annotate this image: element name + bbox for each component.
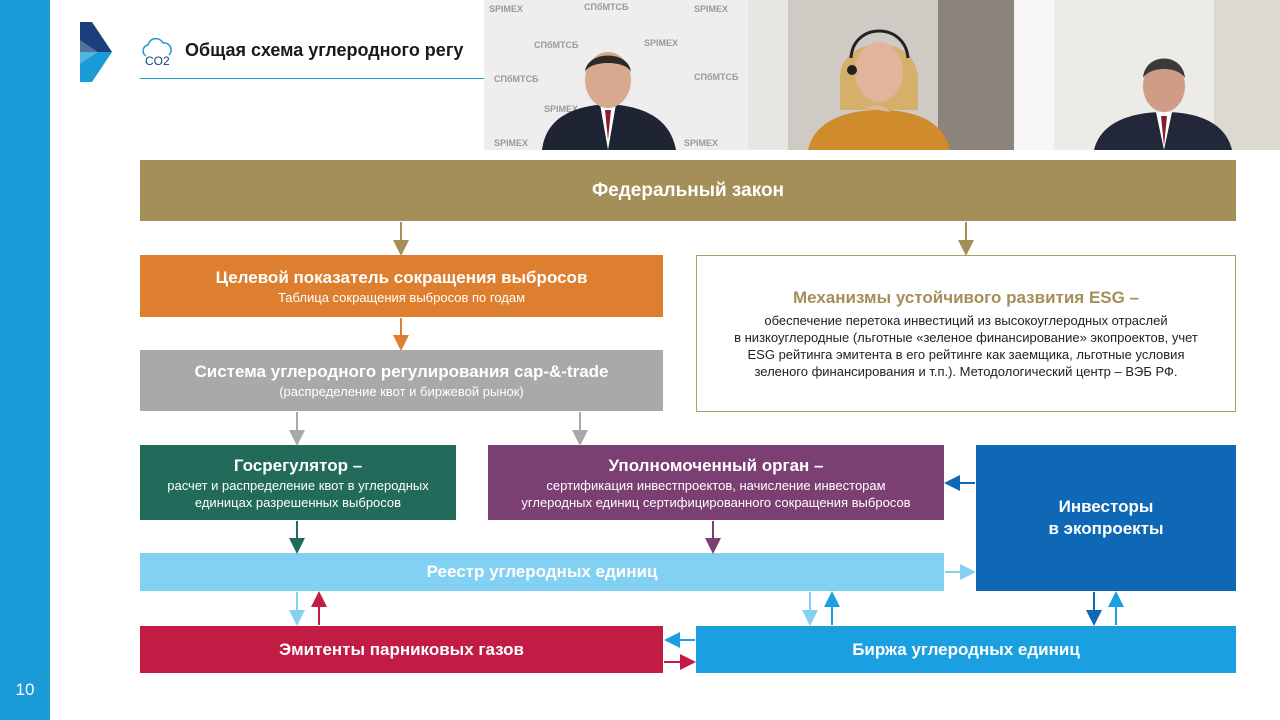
svg-text:СПбМТСБ: СПбМТСБ (494, 74, 539, 84)
slide-title: Общая схема углеродного регу (185, 40, 464, 60)
regulator-title: Госрегулятор – (233, 455, 363, 475)
video-tile-participant-1[interactable] (484, 0, 748, 150)
video-tile-participant-3[interactable] (1014, 0, 1280, 150)
participant-3-video (1014, 0, 1280, 150)
esg-line: в низкоуглеродные (льготные «зеленое финансирование» экопроектов, учет (734, 330, 1198, 345)
participant-2-video (748, 0, 1014, 150)
esg-line: зеленого финансирования и т.п.). Методологический центр – ВЭБ РФ. (754, 364, 1178, 379)
esg-line: обеспечение перетока инвестиций из высокоуглеродных отраслей (764, 313, 1168, 328)
target-indicator-title: Целевой показатель сокращения выбросов (215, 267, 588, 287)
emitters-title: Эмитенты парниковых газов (279, 639, 524, 659)
page-number: 10 (15, 680, 35, 699)
svg-text:СПбМТСБ: СПбМТСБ (534, 40, 579, 50)
participant-1-video (484, 0, 748, 150)
svg-text:SPIMEX: SPIMEX (684, 138, 719, 148)
federal-law-title: Федеральный закон (591, 179, 785, 201)
svg-text:SPIMEX: SPIMEX (489, 4, 524, 14)
svg-text:СПбМТСБ: СПбМТСБ (694, 72, 739, 82)
target-indicator-subtitle: Таблица сокращения выбросов по годам (277, 289, 526, 305)
authorized-body-title: Уполномоченный орган – (608, 455, 824, 475)
investors-line: в экопроекты (1048, 519, 1164, 538)
registry-title: Реестр углеродных единиц (426, 562, 658, 581)
svg-text:SPIMEX: SPIMEX (694, 4, 729, 14)
esg-line: ESG рейтинга эмитента в его рейтинге как заемщика, льготные условия (747, 347, 1185, 362)
authorized-body-line: сертификация инвестпроектов, начисление инвесторам (546, 477, 886, 493)
video-call-strip[interactable] (484, 0, 1280, 150)
svg-text:SPIMEX: SPIMEX (494, 138, 529, 148)
regulator-line: единицах разрешенных выбросов (194, 494, 402, 510)
svg-text:CO2: CO2 (145, 54, 170, 68)
investors-line: Инвесторы (1058, 497, 1154, 516)
svg-text:SPIMEX: SPIMEX (544, 104, 579, 114)
exchange-title: Биржа углеродных единиц (852, 639, 1080, 659)
regulator-line: расчет и распределение квот в углеродных (167, 477, 429, 493)
svg-text:СПбМТСБ: СПбМТСБ (584, 2, 629, 12)
cap-trade-title: Система углеродного регулирования cap-&-trade (194, 362, 609, 381)
video-tile-participant-2[interactable] (748, 0, 1014, 150)
cap-trade-subtitle: (распределение квот и биржевой рынок) (279, 384, 524, 399)
svg-text:SPIMEX: SPIMEX (644, 38, 679, 48)
esg-title: Механизмы устойчивого развития ESG – (792, 288, 1140, 307)
authorized-body-line: углеродных единиц сертифицированного сокращения выбросов (521, 494, 911, 510)
